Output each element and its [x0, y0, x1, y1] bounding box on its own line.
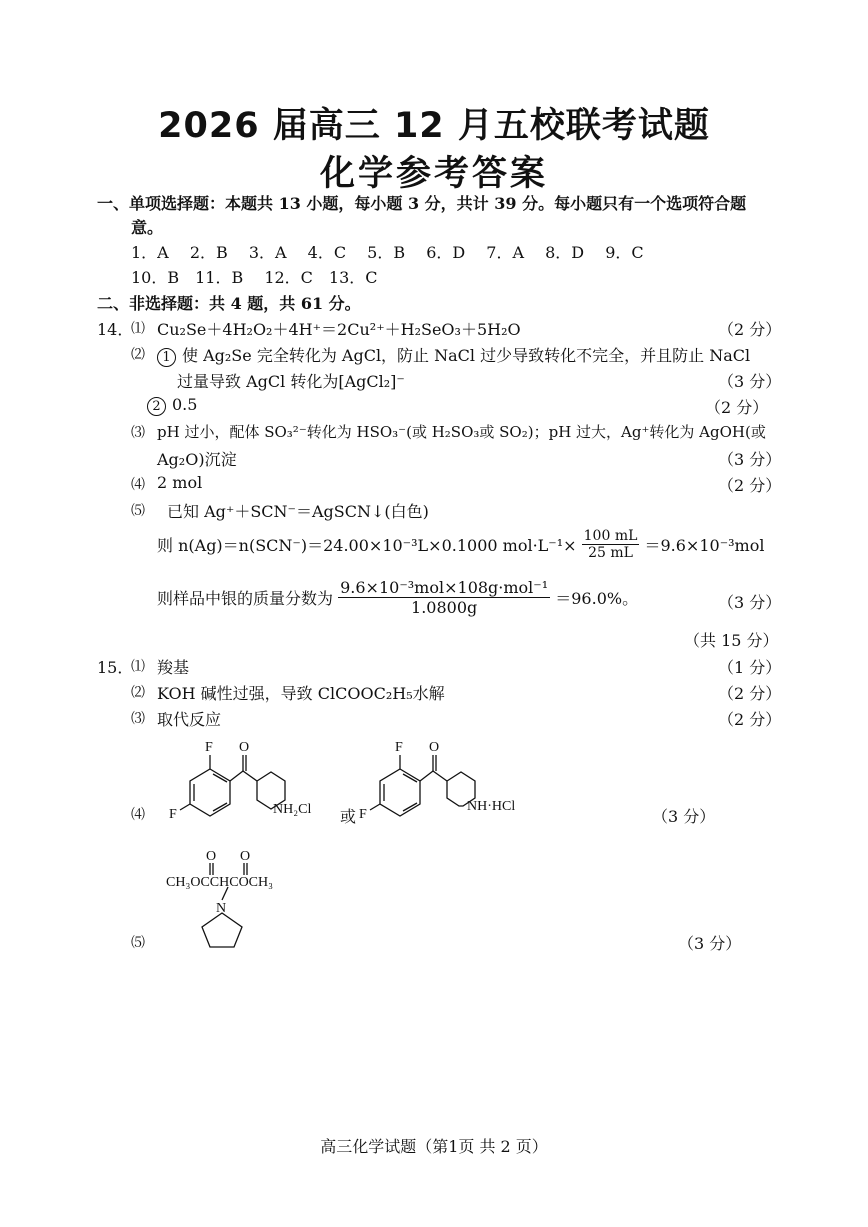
amine-hcl-label: NH·HCl [467, 799, 516, 814]
q14-p2-sub2-score: （2 分） [705, 398, 769, 417]
q15-p3-text: 取代反应 [157, 710, 222, 729]
volume-fraction-num: 100 mL [583, 528, 638, 544]
q15-p5-label: ⑸ [131, 935, 145, 951]
mass-fraction-num: 9.6×10⁻³mol×108g·mol⁻¹ [340, 578, 549, 597]
q14-p5-calc [157, 528, 764, 561]
page-footer: 高三化学试题（第1页 共 2 页） [320, 1137, 548, 1156]
q15-p2-score: （2 分） [718, 684, 782, 703]
page-title: 2026 届高三 12 月五校联考试题 [158, 106, 710, 146]
q14-p2-sub1-line1: 使 Ag₂Se 完全转化为 AgCl，防止 NaCl 过少导致转化不完全，并且防止 NaCl [182, 346, 751, 365]
q15-p4-or: 或 [340, 807, 357, 826]
q14-p5-mass [157, 578, 638, 617]
q15-p3-label: ⑶ [131, 711, 145, 727]
circled-number-2: 2 [147, 397, 166, 416]
oxygen-label: O [206, 849, 217, 864]
section1-heading: 一、单项选择题：本题共 13 小题，每小题 3 分，共计 39 分。每小题只有一个选项符合题 [97, 194, 747, 213]
q15-p2-label: ⑵ [131, 685, 145, 701]
q14-p3-score: （3 分） [718, 450, 782, 469]
mass-fraction [338, 578, 550, 617]
q15-p1-score: （1 分） [718, 658, 782, 677]
q14-p1-text: Cu₂Se＋4H₂O₂＋4H⁺＝2Cu²⁺＋H₂SeO₃＋5H₂O [157, 320, 521, 339]
q14-p5-calc-suffix: ＝9.6×10⁻³mol [644, 536, 765, 555]
oxygen-label: O [429, 740, 440, 755]
q15-p3-score: （2 分） [718, 710, 782, 729]
q15-p1-label: ⑴ [131, 659, 145, 675]
q14-p5-calc-prefix: 则 n(Ag)＝n(SCN⁻)＝24.00×10⁻³L×0.1000 mol·L⁻¹× [157, 536, 577, 555]
q14-p5-mass-prefix: 则样品中银的质量分数为 [157, 589, 334, 608]
q14-p2-sub1-line2: 过量导致 AgCl 转化为[AgCl₂]⁻ [177, 372, 405, 391]
volume-fraction-den: 25 mL [588, 545, 633, 561]
q14-p5-score: （3 分） [718, 593, 782, 612]
q14-p2-sub1 [157, 343, 750, 367]
q15-p5-score: （3 分） [678, 934, 742, 953]
q14-p2-sub1-score: （3 分） [718, 372, 782, 391]
nitrogen-label: N [216, 901, 227, 916]
structure-dimethyl-pyrrolidinylmalonate [160, 845, 310, 955]
q14-p5-mass-suffix: ＝96.0%。 [555, 589, 639, 608]
q14-p4-score: （2 分） [718, 476, 782, 495]
q14-p4-label: ⑷ [131, 477, 145, 493]
fluorine-label: F [359, 807, 367, 822]
q14-p2-sub2 [147, 395, 197, 416]
q14-p1-label: ⑴ [131, 321, 145, 337]
answers-row-1: 1．A 2．B 3．A 4．C 5．B 6．D 7．A 8．D 9．C [131, 243, 644, 262]
q14-total-score: （共 15 分） [684, 631, 779, 650]
q14-p5-line1: 已知 Ag⁺＋SCN⁻＝AgSCN↓(白色) [167, 502, 429, 521]
circled-number-1: 1 [157, 348, 176, 367]
answers-row-2: 10．B 11．B 12．C 13．C [131, 268, 378, 287]
q14-p2-sub2-text: 0.5 [172, 395, 198, 414]
q14-number: 14． [97, 320, 134, 339]
fluorine-label: F [205, 740, 213, 755]
oxygen-label: O [239, 740, 250, 755]
fluorine-label: F [169, 807, 177, 822]
q14-p5-label: ⑸ [131, 503, 145, 519]
q15-p2-text: KOH 碱性过强，导致 ClCOOC₂H₅水解 [157, 684, 445, 703]
q15-p4-score: （3 分） [652, 807, 716, 826]
volume-fraction [582, 528, 640, 561]
structure-difluorobenzoyl-piperidine-1 [165, 734, 335, 834]
section1-heading-cont: 意。 [131, 218, 164, 237]
q15-p1-text: 羧基 [157, 658, 190, 677]
section2-heading: 二、非选择题：共 4 题，共 61 分。 [97, 294, 361, 313]
ammonium-label: NH₂Cl [273, 802, 312, 817]
q14-p1-score: （2 分） [718, 320, 782, 339]
q14-p3-label: ⑶ [131, 425, 145, 441]
fluorine-label: F [395, 740, 403, 755]
q14-p3-line2: Ag₂O)沉淀 [157, 450, 237, 469]
q15-number: 15． [97, 658, 134, 677]
q14-p4-text: 2 mol [157, 473, 203, 492]
q14-p3-line1: pH 过小，配体 SO₃²⁻转化为 HSO₃⁻(或 H₂SO₃或 SO₂)；pH 过大，Ag⁺转化为 AgOH(或 [157, 423, 766, 441]
mass-fraction-den: 1.0800g [411, 598, 478, 617]
structure-difluorobenzoyl-piperidine-2 [355, 734, 545, 834]
malonate-chain-label: CH₃OCCHCOCH₃ [166, 875, 274, 890]
oxygen-label: O [240, 849, 251, 864]
page-subtitle: 化学参考答案 [319, 154, 548, 194]
q15-p4-label: ⑷ [131, 807, 145, 823]
q14-p2-label: ⑵ [131, 347, 145, 363]
